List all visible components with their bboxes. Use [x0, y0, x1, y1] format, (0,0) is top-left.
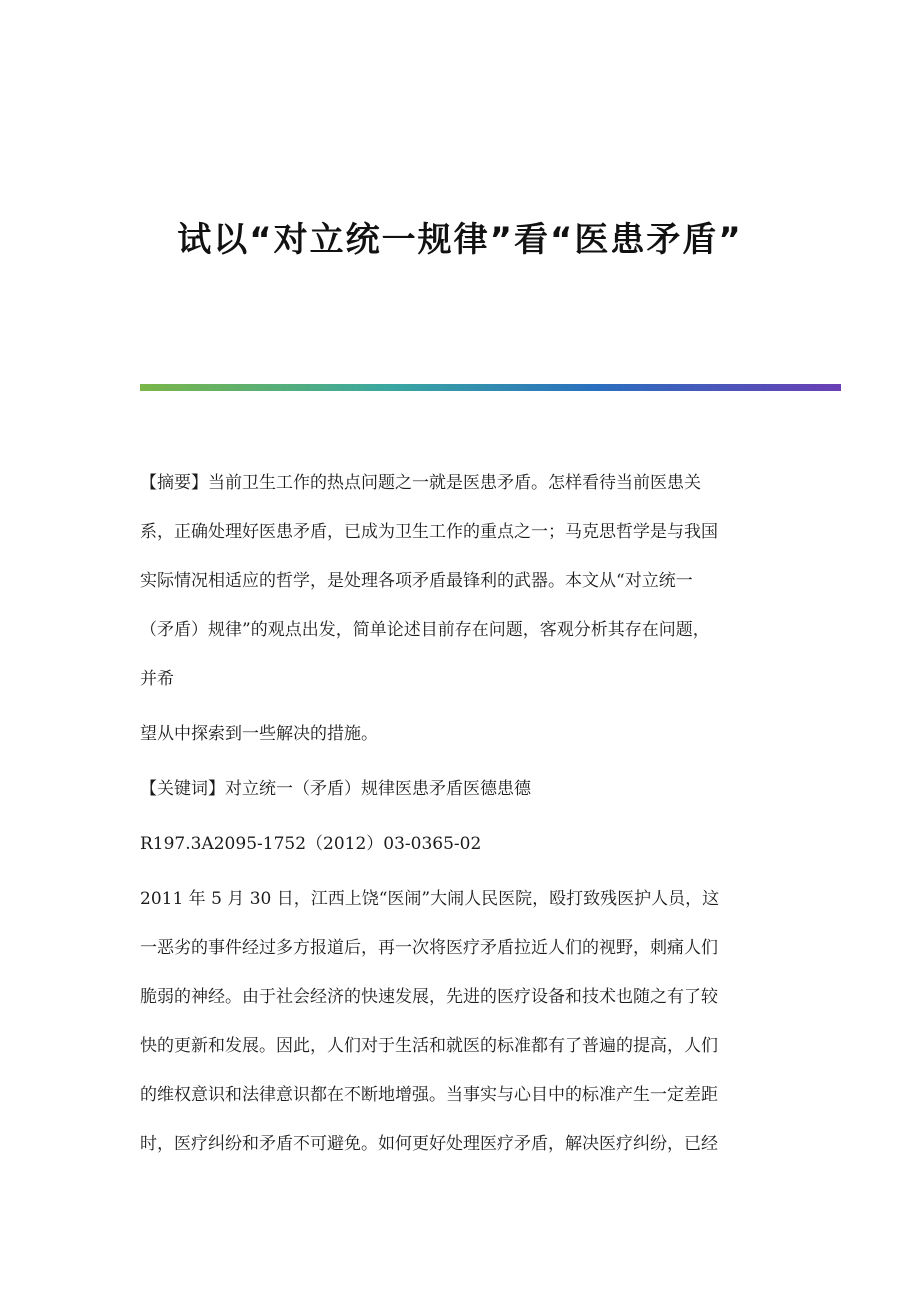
body-line: 快的更新和发展。因此，人们对于生活和就医的标准都有了普遍的提高，人们 — [140, 1036, 718, 1056]
keywords-line: 【关键词】对立统一（矛盾）规律医患矛盾医德患德 — [140, 779, 531, 799]
abstract-continuation: 望从中探索到一些解决的措施。 — [140, 724, 378, 744]
body-line: 2011 年 5 月 30 日，江西上饶“医闹”大闹人民医院，殴打致残医护人员，这 — [140, 889, 720, 909]
abstract-line: 【摘要】当前卫生工作的热点问题之一就是医患矛盾。怎样看待当前医患关 — [140, 473, 701, 493]
body-line: 的维权意识和法律意识都在不断地增强。当事实与心目中的标准产生一定差距 — [140, 1085, 718, 1105]
abstract-line: 实际情况相适应的哲学，是处理各项矛盾最锋利的武器。本文从“对立统一 — [140, 571, 693, 591]
abstract-line: 系，正确处理好医患矛盾，已成为卫生工作的重点之一；马克思哲学是与我国 — [140, 522, 718, 542]
gradient-divider — [140, 384, 841, 391]
body-line: 一恶劣的事件经过多方报道后，再一次将医疗矛盾拉近人们的视野，刺痛人们 — [140, 938, 718, 958]
body-line: 时，医疗纠纷和矛盾不可避免。如何更好处理医疗矛盾，解决医疗纠纷，已经 — [140, 1134, 718, 1154]
abstract-line: 并希 — [140, 669, 174, 689]
abstract-paragraph — [140, 466, 772, 697]
classification-code: R197.3A2095-1752（2012）03-0365-02 — [140, 834, 482, 854]
document-title: 试以“对立统一规律”看“医患矛盾” — [177, 220, 743, 260]
document-body — [140, 466, 772, 1182]
body-paragraph — [140, 882, 772, 1162]
body-line: 脆弱的神经。由于社会经济的快速发展，先进的医疗设备和技术也随之有了较 — [140, 987, 718, 1007]
abstract-line: （矛盾）规律”的观点出发，简单论述目前存在问题，客观分析其存在问题， — [140, 620, 710, 640]
